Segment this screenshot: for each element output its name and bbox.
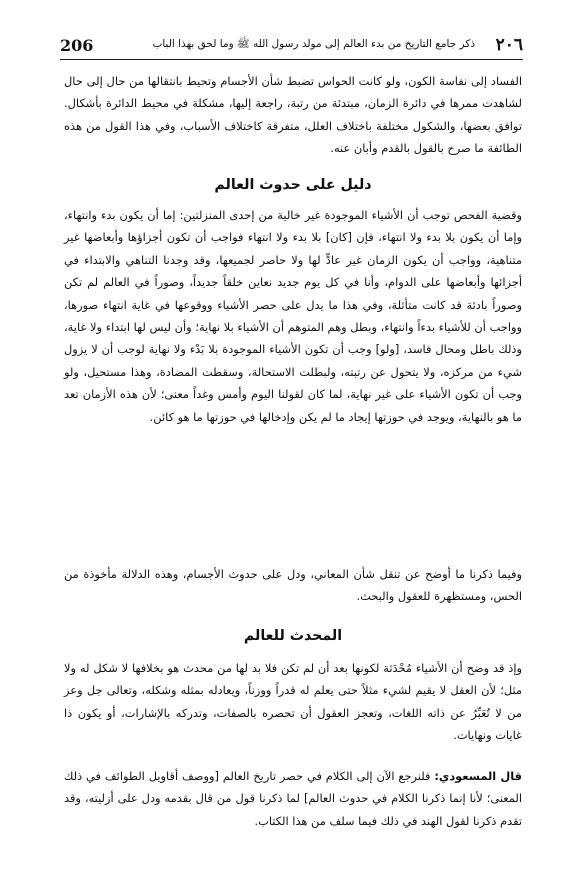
paragraph-5-lead: قال المسعودي: [434,769,522,783]
section-heading-1: دليل على حدوث العالم [214,177,372,193]
paragraph-5-text: فلنرجع الآن إلى الكلام في حصر تاريخ العالم [ووصف أقاويل الطوائف في ذلك المعنى؛ لأنا إنما ذكرنا الكلام في حدوث العالم] لما ذكرنا قول من قال بقدمه ودل على أزليته، وقد تقدم ذكرنا لقول الهند في ذلك فيما سلف من هذا الكتاب. [64,769,522,828]
running-title: ذكر جامع التاريخ من بدء العالم إلى مولد رسول الله ﷺ وما لحق بهذا الباب [152,38,475,50]
paragraph-4: وإذ قد وضح أن الأشياء مُحْدَثة لكونها بعد أن لم تكن فلا بد لها من محدث هو بخلافها لا شكل له ولا مثل؛ لأن العقل لا يقيم لشيء مثلاً حتى يعلم له قدراً ووزناً، ويعادله بمثله وشكله، وتعالى جل وعز من لا تُعَبِّرُ عن ذاته اللغات، وتعجز العقول أن تحصره بالصفات، وتدركه بالإشارات، أو يكون ذا غايات ونهايات. [64,661,522,743]
page-number-arabic: ٢٠٦ [495,35,523,55]
page-header [60,36,523,58]
paragraph-2: وقضية الفحص توجب أن الأشياء الموجودة غير خالية من إحدى المنزلتين: إما أن يكون بدء وانتهاء، وإما أن يكون بلا بدء ولا انتهاء، فإن [كان] بلا بدء ولا انتهاء فواجب أن تكون أجزاؤها وأبعاضها غير متناهية، وواجب أن يكون الزمان غير عادٍّ لها ولا حاصر لجميعها، وقد وجدنا التناهي والابتداء في أجزائها وأبعاضها على الدوام، وأنا في كل يوم جديد نعاين خلقاً جديداً، وصوراً في العالم لم تكن وصوراً بادئة قد كانت متأثلة، وفي هذا ما يدل على حصر الأشياء ووقوعها في غاية انتهاء صورها، وواجب أن للأشياء بدءاً وانتهاء، وبطل وهم المتوهم أن الأشياء بلا نهاية؛ وأن ليس لها ابتداء ولا غاية، وذلك باطل ومحال فاسد، [ولو] وجب أن تكون الأشياء الموجودة بلا بَدْء ولا نهاية لوجب أن لا يزول شيء من مركزه، ولا يتحول عن رتبته، ولبطلت الاستحالة، وسقطت المضادة، وهذا مستحيل، ولو وجب أن تكون الأشياء على غير نهاية، لما كان لقولنا اليوم وأمس وغداً معنى؛ لأن هذه الأزمان تعد ما هو بالنهاية، ويوجد في حوزتها إيجاد ما لم يكن وإدخالها في حوزتها ما هو كائن. [64,208,522,424]
paragraph-3: وفيما ذكرنا ما أوضح عن تنقل شأن المعاني، ودل على حدوث الأجسام، وهذه الدلالة مأخوذة من الحس، ومستظهرة للعقول والبحث. [64,567,522,604]
paragraph-1: الفساد إلى نفاسة الكون، ولو كانت الحواس تضبط شأن الأجسام وتحيط بانتقالها من حال إلى حال لشاهدت ممرها في دائرة الزمان، مبتدئة من رتبة، راجعة إليها، مشكلة في محيط الدائرة بأشكال. توافق بعضها، والشكول مختلفة باختلاف العلل، متفرقة كاختلاف الأسباب، وفي هذا القول من هذه الطائفة ما صرح بالقول بالقدم وأبان عنه. [64,74,522,156]
paragraph-5 [64,765,522,875]
page-body [64,70,522,875]
section-heading-2: المحدث للعالم [243,628,343,644]
header-rule [60,59,523,60]
page-number-latin: 206 [60,36,94,55]
